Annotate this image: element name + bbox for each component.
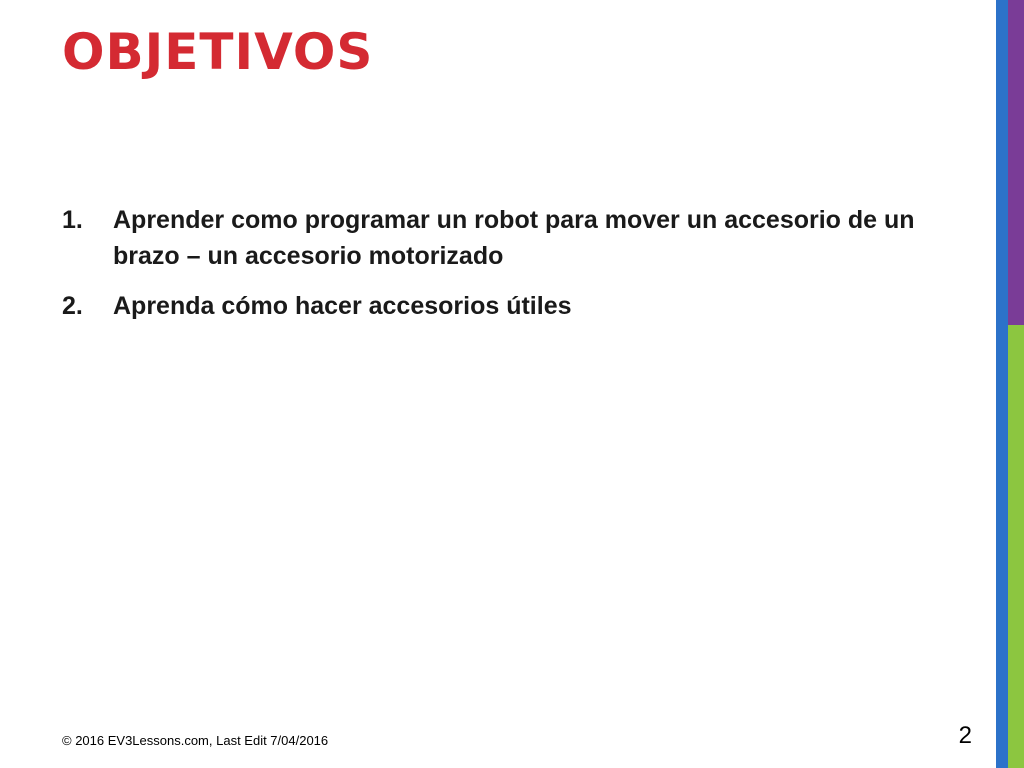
objective-number-2: 2. bbox=[62, 292, 83, 320]
objective-text-1: Aprender como programar un robot para mover un accesorio de un brazo – un accesorio motorizado bbox=[113, 206, 915, 270]
blue-side-stripe bbox=[996, 0, 1008, 768]
slide-title: OBJETIVOS bbox=[62, 23, 374, 81]
footer-copyright: © 2016 EV3Lessons.com, Last Edit 7/04/2016 bbox=[62, 733, 329, 748]
objectives-list bbox=[62, 202, 962, 338]
green-side-stripe bbox=[1008, 325, 1024, 768]
page-number: 2 bbox=[958, 722, 972, 749]
objective-item-1 bbox=[62, 202, 962, 274]
objective-text-2: Aprenda cómo hacer accesorios útiles bbox=[113, 292, 572, 320]
objective-number-1: 1. bbox=[62, 206, 83, 234]
purple-side-stripe bbox=[1008, 0, 1024, 325]
objective-item-2 bbox=[62, 288, 962, 324]
